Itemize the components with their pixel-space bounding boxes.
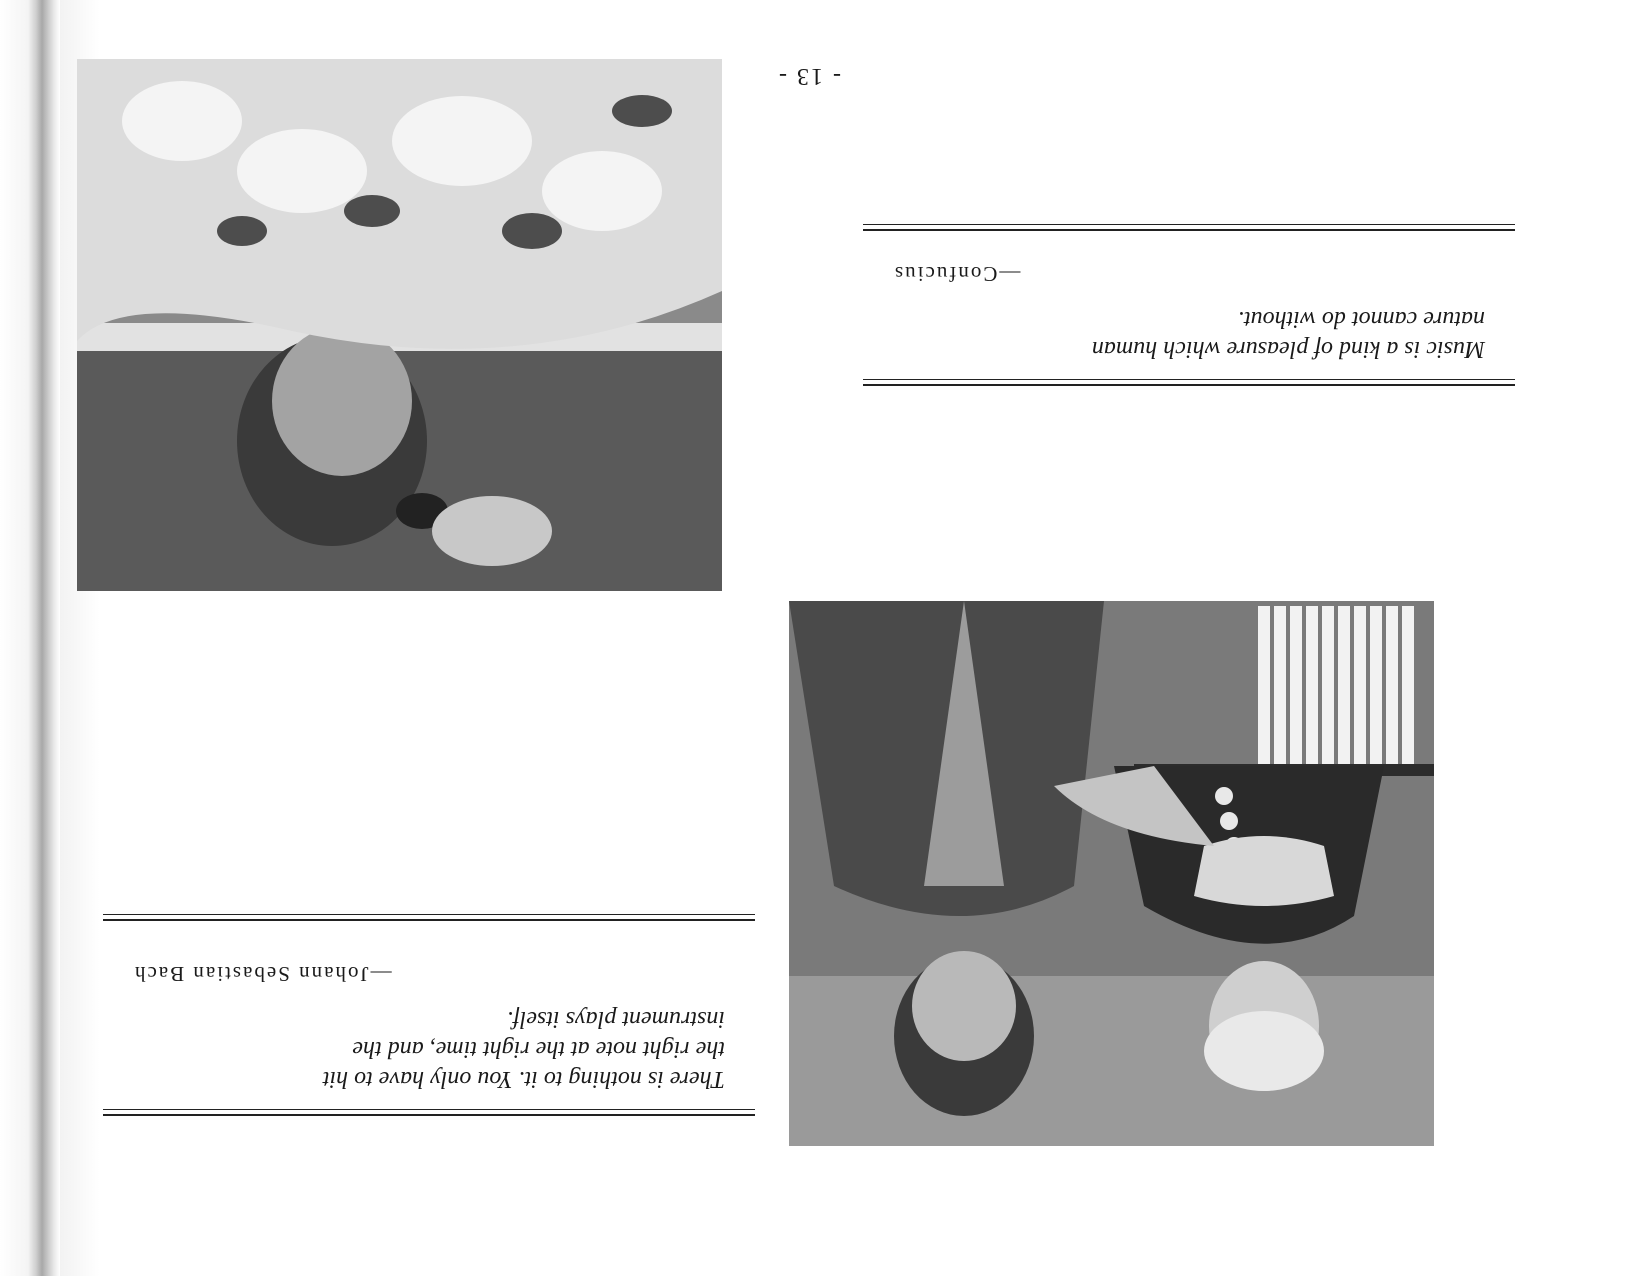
top-double-rule	[863, 384, 1515, 386]
bottom-double-rule	[103, 919, 755, 921]
bottom-double-rule	[863, 229, 1515, 231]
portrait-photo-image	[77, 59, 722, 591]
quote-bach	[103, 896, 755, 1116]
top-double-rule	[103, 1114, 755, 1116]
quote-attribution: —Johann Sebastian Bach	[133, 962, 392, 986]
quote-text: Music is a kind of pleasure which human nature cannot do without.	[1091, 306, 1485, 362]
piano-photo-image	[789, 601, 1434, 1146]
portrait-photo	[77, 59, 722, 591]
piano-photo	[789, 601, 1434, 1146]
quote-confucius	[863, 211, 1515, 386]
page-number: - 13 -	[777, 63, 841, 89]
quote-text: There is nothing to it. You only have to hit the right note at the right time, and the instrument plays itself.	[322, 1006, 725, 1092]
quote-attribution: —Confucius	[893, 262, 1021, 286]
